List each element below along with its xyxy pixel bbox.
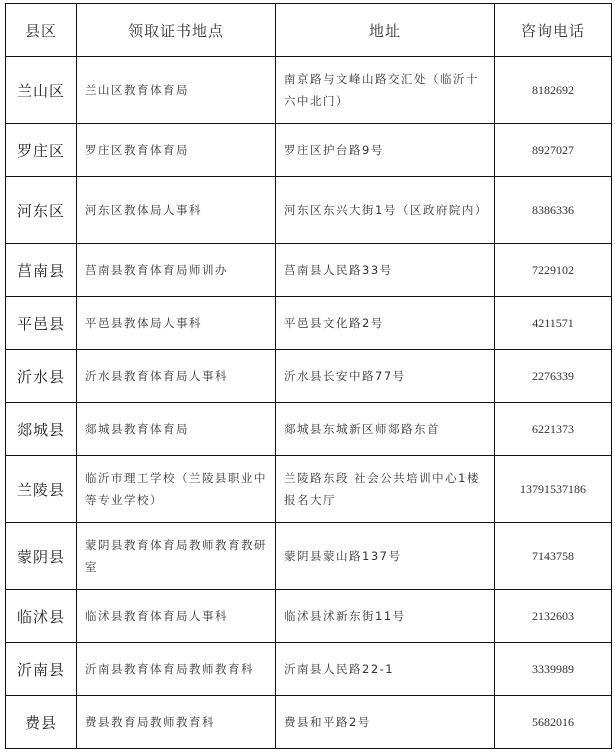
header-county: 县区: [6, 4, 77, 57]
county-cell: 罗庄区: [6, 124, 77, 177]
address-cell: 平邑县文化路2号: [276, 297, 495, 350]
county-cell: 郯城县: [6, 403, 77, 456]
phone-cell: 7143758: [495, 523, 612, 590]
pickup-place-cell: 河东区教体局人事科: [77, 177, 276, 244]
county-cell: 兰陵县: [6, 456, 77, 523]
phone-cell: 13791537186: [495, 456, 612, 523]
table-row: [6, 456, 612, 523]
address-cell: 罗庄区护台路9号: [276, 124, 495, 177]
phone-cell: 2132603: [495, 590, 612, 643]
table-row: [6, 244, 612, 297]
county-cell: 平邑县: [6, 297, 77, 350]
address-cell: 兰陵路东段 社会公共培训中心1楼报名大厅: [276, 456, 495, 523]
phone-cell: 8927027: [495, 124, 612, 177]
county-cell: 沂水县: [6, 350, 77, 403]
pickup-place-cell: 临沭县教育体育局人事科: [77, 590, 276, 643]
phone-cell: 5682016: [495, 696, 612, 749]
address-cell: 蒙阴县蒙山路137号: [276, 523, 495, 590]
pickup-place-cell: 沂南县教育体育局教师教育科: [77, 643, 276, 696]
county-cell: 兰山区: [6, 57, 77, 124]
pickup-place-cell: 费县教育局教师教育科: [77, 696, 276, 749]
table-row: [6, 350, 612, 403]
header-address: 地址: [276, 4, 495, 57]
header-pickup-place: 领取证书地点: [77, 4, 276, 57]
county-cell: 费县: [6, 696, 77, 749]
pickup-place-cell: 沂水县教育体育局人事科: [77, 350, 276, 403]
county-cell: 河东区: [6, 177, 77, 244]
table-row: [6, 124, 612, 177]
address-cell: 临沭县沭新东街11号: [276, 590, 495, 643]
phone-cell: 4211571: [495, 297, 612, 350]
address-cell: 沂水县长安中路77号: [276, 350, 495, 403]
pickup-place-cell: 兰山区教育体育局: [77, 57, 276, 124]
table-row: [6, 590, 612, 643]
county-cell: 蒙阴县: [6, 523, 77, 590]
county-cell: 莒南县: [6, 244, 77, 297]
table-row: [6, 523, 612, 590]
county-cell: 临沭县: [6, 590, 77, 643]
phone-cell: 8182692: [495, 57, 612, 124]
table-header-row: [6, 4, 612, 57]
phone-cell: 2276339: [495, 350, 612, 403]
pickup-place-cell: 临沂市理工学校（兰陵县职业中等专业学校）: [77, 456, 276, 523]
county-cell: 沂南县: [6, 643, 77, 696]
phone-cell: 7229102: [495, 244, 612, 297]
address-cell: 沂南县人民路22-1: [276, 643, 495, 696]
phone-cell: 6221373: [495, 403, 612, 456]
address-cell: 郯城县东城新区师郯路东首: [276, 403, 495, 456]
address-cell: 费县和平路2号: [276, 696, 495, 749]
table-row: [6, 177, 612, 244]
address-cell: 莒南县人民路33号: [276, 244, 495, 297]
pickup-place-cell: 郯城县教育体育局: [77, 403, 276, 456]
pickup-place-cell: 罗庄区教育体育局: [77, 124, 276, 177]
address-cell: 南京路与文峰山路交汇处（临沂十六中北门）: [276, 57, 495, 124]
certificate-pickup-table-container: [5, 3, 612, 749]
address-cell: 河东区东兴大街1号（区政府院内）: [276, 177, 495, 244]
pickup-place-cell: 平邑县教体局人事科: [77, 297, 276, 350]
table-row: [6, 696, 612, 749]
table-row: [6, 643, 612, 696]
header-phone: 咨询电话: [495, 4, 612, 57]
certificate-pickup-table: [5, 3, 612, 749]
pickup-place-cell: 蒙阴县教育体育局教师教育教研室: [77, 523, 276, 590]
pickup-place-cell: 莒南县教育体育局师训办: [77, 244, 276, 297]
table-row: [6, 297, 612, 350]
phone-cell: 8386336: [495, 177, 612, 244]
table-row: [6, 57, 612, 124]
table-row: [6, 403, 612, 456]
phone-cell: 3339989: [495, 643, 612, 696]
